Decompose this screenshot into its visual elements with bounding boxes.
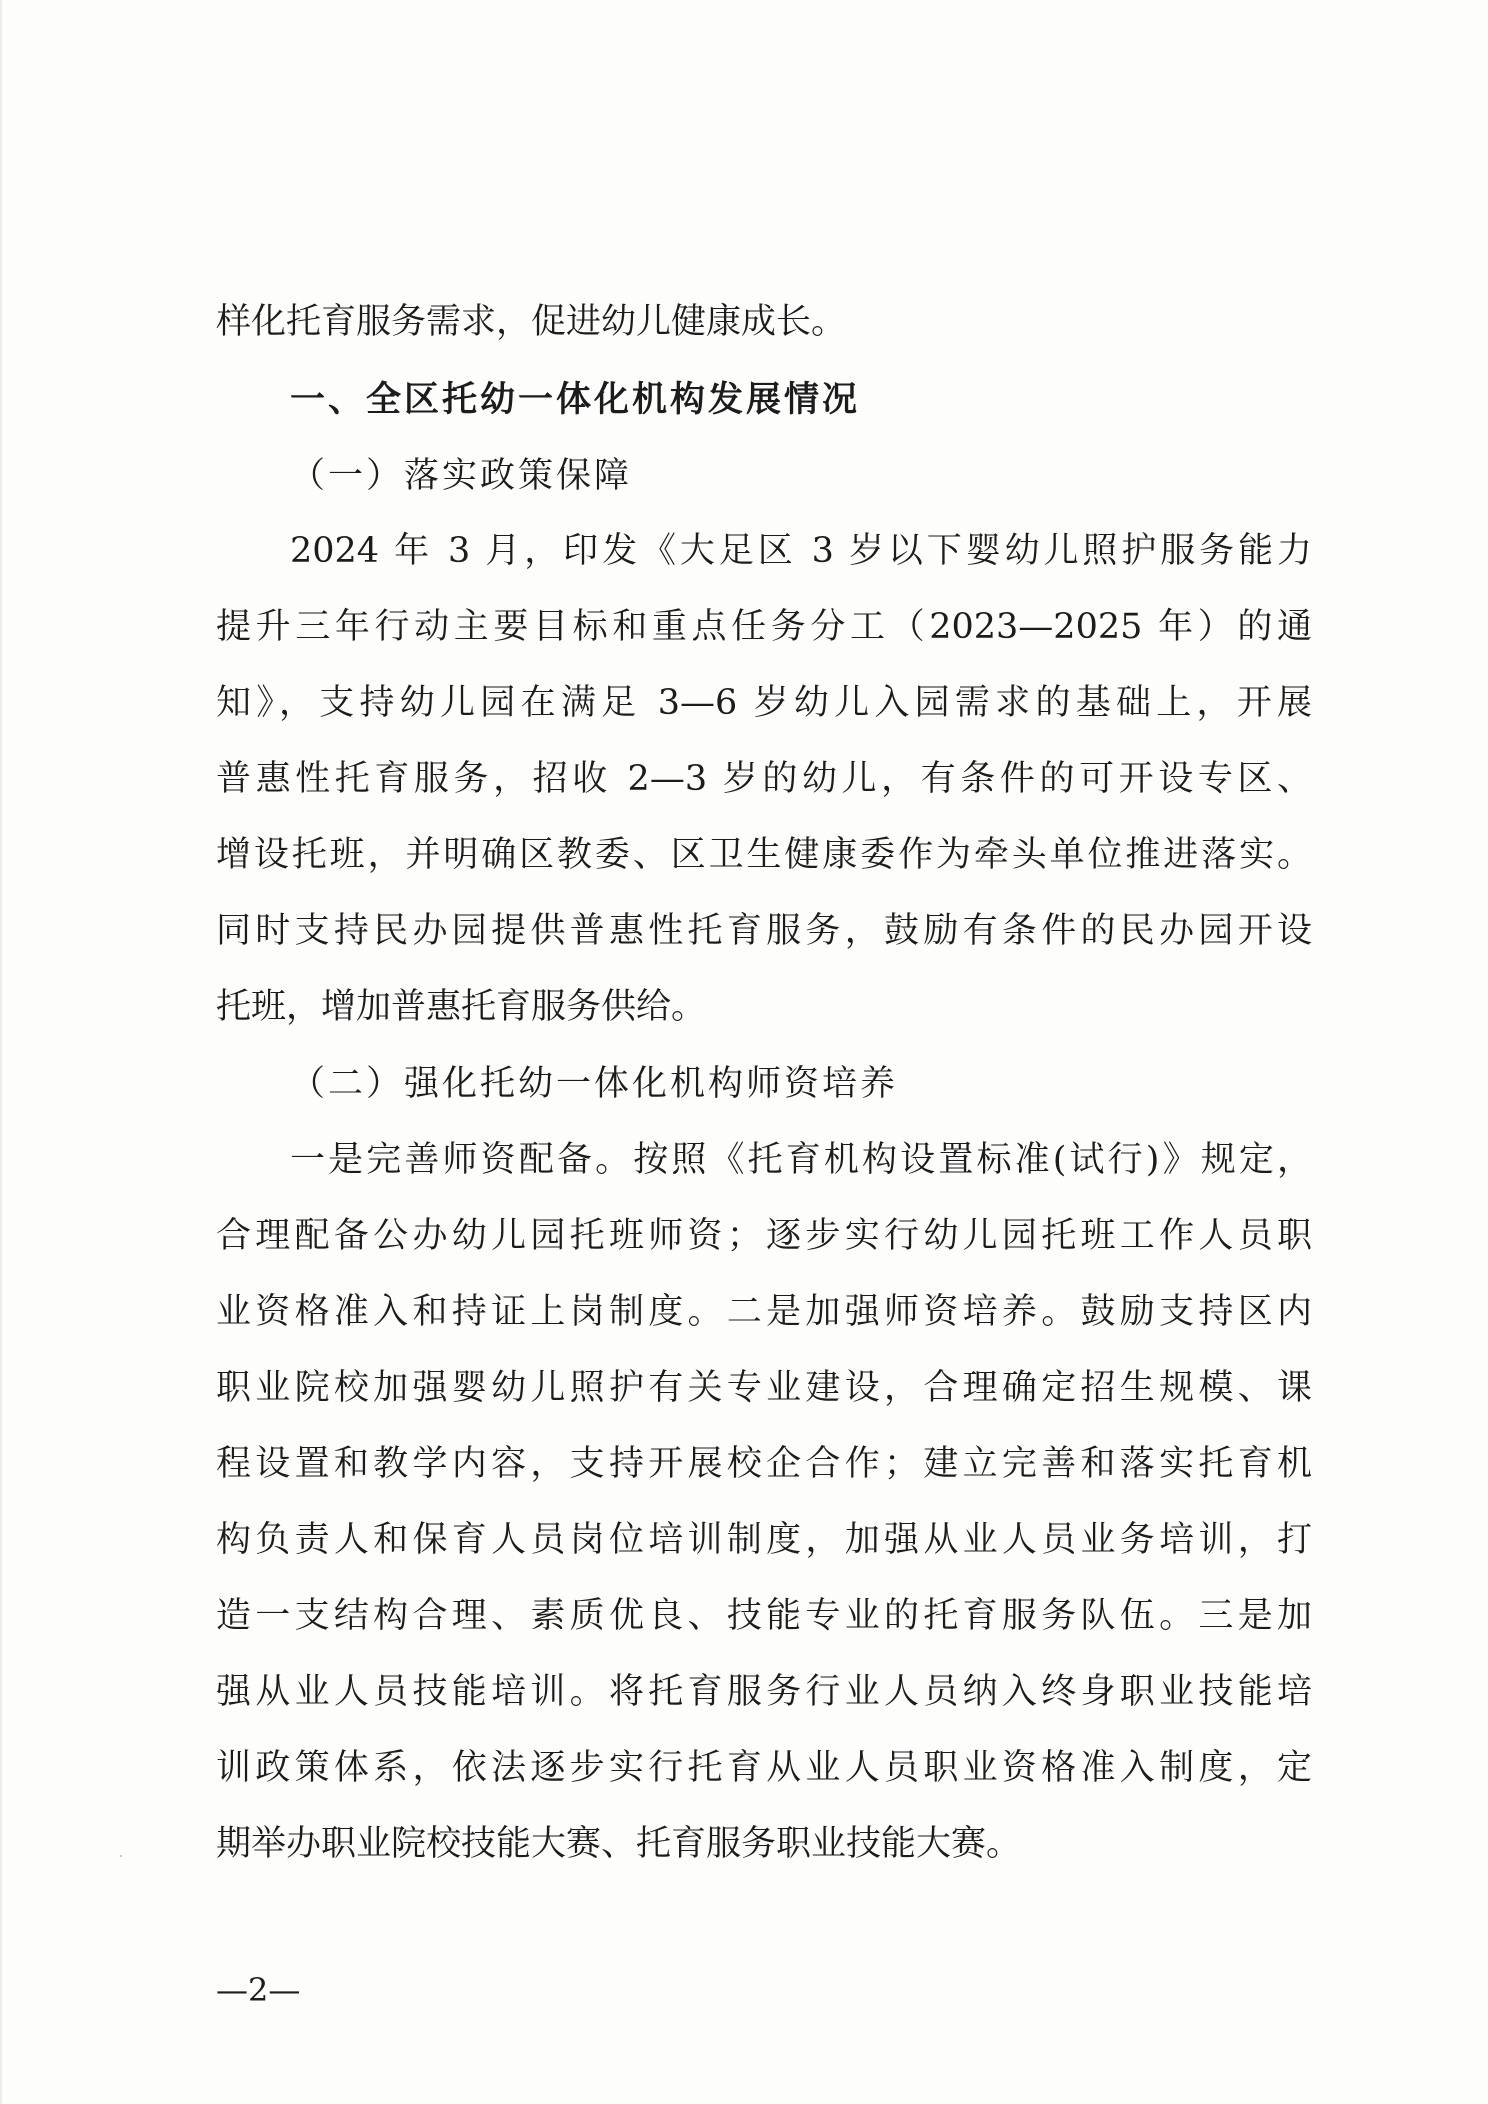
- paragraph-line: 同时支持民办园提供普惠性托育服务，鼓励有条件的民办园开设: [216, 911, 1312, 951]
- paragraph-line: 样化托育服务需求，促进幼儿健康成长。: [216, 302, 847, 342]
- paragraph-line: 一是完善师资配备。按照《托育机构设置标准(试行)》规定，: [290, 1140, 1312, 1180]
- subsection-heading: （二）强化托幼一体化机构师资培养: [290, 1064, 899, 1104]
- paragraph-line: 期举办职业院校技能大赛、托育服务职业技能大赛。: [216, 1824, 1022, 1864]
- paragraph-line: 2024 年 3 月，印发《大足区 3 岁以下婴幼儿照护服务能力: [290, 531, 1312, 571]
- paragraph-line: 造一支结构合理、素质优良、技能专业的托育服务队伍。三是加: [216, 1596, 1312, 1636]
- paragraph-line: 训政策体系，依法逐步实行托育从业人员职业资格准入制度，定: [216, 1748, 1312, 1788]
- paragraph-line: 合理配备公办幼儿园托班师资；逐步实行幼儿园托班工作人员职: [216, 1216, 1312, 1256]
- subsection-heading: （一）落实政策保障: [290, 456, 633, 496]
- paragraph-line: 托班，增加普惠托育服务供给。: [216, 987, 707, 1027]
- paragraph-line: 构负责人和保育人员岗位培训制度，加强从业人员业务培训，打: [216, 1520, 1312, 1560]
- section-heading: 一、全区托幼一体化机构发展情况: [290, 380, 861, 420]
- paragraph-line: 提升三年行动主要目标和重点任务分工（2023—2025 年）的通: [216, 607, 1312, 647]
- paragraph-line: 知》，支持幼儿园在满足 3—6 岁幼儿入园需求的基础上，开展: [216, 683, 1312, 723]
- scan-edge: [0, 0, 3, 2104]
- paragraph-line: 程设置和教学内容，支持开展校企合作；建立完善和落实托育机: [216, 1444, 1312, 1484]
- paragraph-line: 普惠性托育服务，招收 2—3 岁的幼儿，有条件的可开设专区、: [216, 759, 1312, 799]
- paragraph-line: 职业院校加强婴幼儿照护有关专业建设，合理确定招生规模、课: [216, 1368, 1312, 1408]
- scan-speck: [120, 1855, 122, 1857]
- paragraph-line: 强从业人员技能培训。将托育服务行业人员纳入终身职业技能培: [216, 1672, 1312, 1712]
- paragraph-line: 增设托班，并明确区教委、区卫生健康委作为牵头单位推进落实。: [216, 835, 1312, 875]
- paragraph-line: 业资格准入和持证上岗制度。二是加强师资培养。鼓励支持区内: [216, 1292, 1312, 1332]
- page-number: —2—: [216, 1971, 301, 2009]
